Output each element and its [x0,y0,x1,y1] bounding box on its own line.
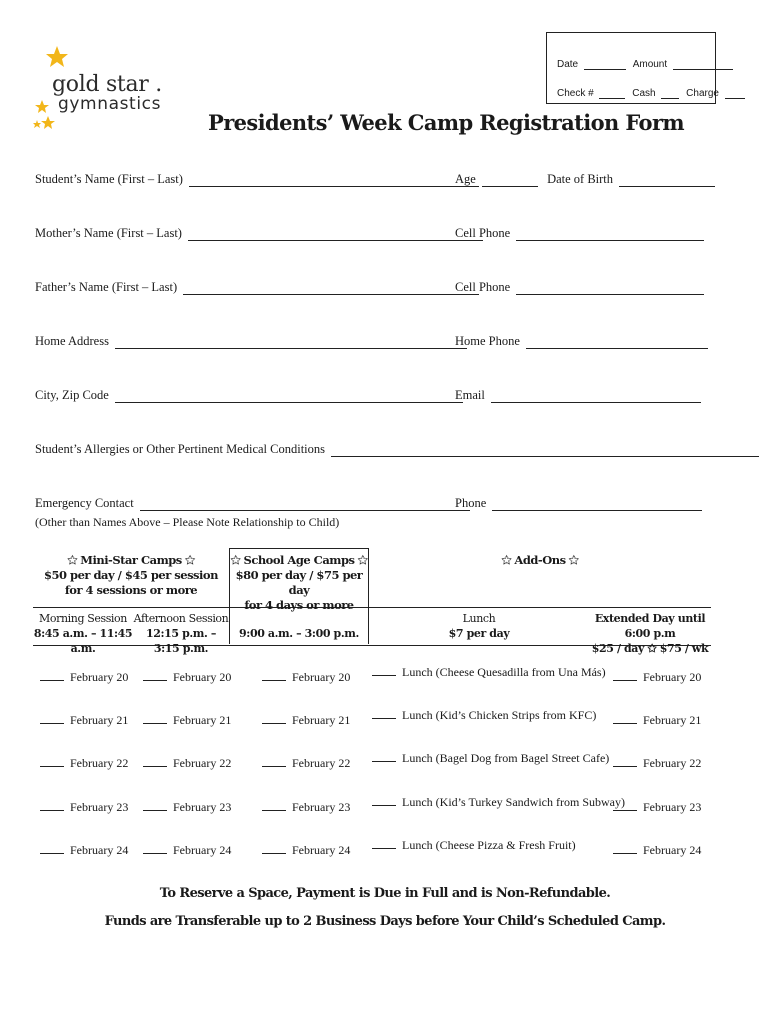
date-option [613,756,701,771]
date-option [40,756,128,771]
age-row [455,172,715,187]
father-cell-input[interactable] [516,282,704,295]
age-label: Age [455,172,476,186]
date-option [613,713,701,728]
date-checkbox-blank[interactable] [262,713,286,724]
transfer-notice: Funds are Transferable up to 2 Business Days before Your Child’s Scheduled Camp. [104,914,666,929]
date-option [143,713,231,728]
afternoon-session-name: Afternoon Session [133,612,229,625]
date-option [40,713,128,728]
charge-blank[interactable] [725,89,745,99]
date-blank[interactable] [584,60,626,70]
date-checkbox-blank[interactable] [40,843,64,854]
city-zip-input[interactable] [115,390,463,403]
check-label: Check # [557,88,594,99]
check-blank[interactable] [599,89,625,99]
student-name-row [35,172,479,187]
morning-session-time: 8:45 a.m. – 11:45 a.m. [33,627,133,655]
mini-star-note: for 4 sessions or more [64,583,198,597]
lunch-option [372,751,609,766]
dob-label: Date of Birth [547,172,614,186]
lunch-label: Lunch (Kid’s Turkey Sandwich from Subway) [402,795,625,809]
date-checkbox-blank[interactable] [143,800,167,811]
emergency-input[interactable] [140,498,470,511]
date-option [613,843,701,858]
date-checkbox-blank[interactable] [262,670,286,681]
home-address-input[interactable] [115,336,467,349]
payment-notice: To Reserve a Space, Payment is Due in Full and is Non-Refundable. [159,886,611,901]
office-use-box [546,32,719,104]
lunch-label: Lunch (Cheese Pizza & Fresh Fruit) [402,838,576,852]
date-checkbox-blank[interactable] [613,756,637,767]
date-label: Date [557,59,579,70]
emergency-phone-row [455,496,702,511]
amount-label: Amount [632,59,668,70]
school-age-time: 9:00 a.m. – 3:00 p.m. [239,627,359,640]
date-checkbox-blank[interactable] [613,843,637,854]
date-checkbox-blank[interactable] [143,670,167,681]
date-label: February 24 [173,843,232,857]
date-option [143,670,231,685]
lunch-checkbox-blank[interactable] [372,708,396,719]
date-label: February 20 [643,670,702,684]
date-checkbox-blank[interactable] [40,670,64,681]
home-phone-input[interactable] [526,336,708,349]
date-option [262,713,350,728]
father-cell-row [455,280,704,295]
lunch-label: Lunch (Cheese Quesadilla from Una Más) [402,665,606,679]
lunch-price: $7 per day [448,627,510,640]
lunch-option [372,795,625,810]
school-age-note: for 4 days or more [244,598,354,612]
date-label: February 22 [292,756,351,770]
lunch-option [372,708,596,723]
mother-name-input[interactable] [188,228,483,241]
date-checkbox-blank[interactable] [143,843,167,854]
mother-cell-input[interactable] [516,228,704,241]
date-checkbox-blank[interactable] [613,713,637,724]
date-option [262,800,350,815]
mother-name-label: Mother’s Name (First – Last) [35,226,182,240]
star-icon [46,46,68,67]
age-input[interactable] [482,174,538,187]
logo-wordmark-top: gold star . [52,72,162,97]
home-address-label: Home Address [35,334,109,348]
student-name-input[interactable] [189,174,479,187]
mini-star-title: ✩ Mini-Star Camps ✩ [67,553,195,567]
date-label: February 21 [292,713,351,727]
morning-session-header [33,611,133,656]
date-label: February 21 [643,713,702,727]
mother-cell-row [455,226,704,241]
mother-name-row [35,226,483,241]
extended-day-header [589,611,711,656]
father-name-input[interactable] [183,282,479,295]
email-label: Email [455,388,485,402]
date-option [613,800,701,815]
mini-star-header [33,553,229,598]
date-label: February 23 [292,800,351,814]
lunch-label: Lunch (Kid’s Chicken Strips from KFC) [402,708,597,722]
date-checkbox-blank[interactable] [262,800,286,811]
table-top-border [229,548,369,549]
mini-star-price: $50 per day / $45 per session [44,568,218,582]
date-checkbox-blank[interactable] [143,713,167,724]
date-checkbox-blank[interactable] [40,800,64,811]
date-option [40,843,128,858]
emergency-phone-input[interactable] [492,498,702,511]
afternoon-session-time: 12:15 p.m. – 3:15 p.m. [145,627,217,655]
cell-phone-label: Cell Phone [455,226,511,240]
afternoon-session-header [133,611,229,656]
logo-wordmark-bottom: gymnastics [58,94,162,114]
emergency-note: (Other than Names Above – Please Note Relationship to Child) [35,515,340,529]
date-option [262,843,350,858]
allergies-input[interactable] [331,444,759,457]
date-label: February 22 [70,756,129,770]
phone-label: Phone [455,496,487,510]
cash-blank[interactable] [661,89,679,99]
dob-input[interactable] [619,174,715,187]
form-title: Presidents’ Week Camp Registration Form [208,110,685,135]
lunch-checkbox-blank[interactable] [372,795,396,806]
date-option [143,800,231,815]
lunch-name: Lunch [462,612,496,625]
lunch-option [372,665,606,680]
date-checkbox-blank[interactable] [262,756,286,767]
lunch-option [372,838,576,853]
date-label: February 20 [173,670,232,684]
emergency-row [35,496,470,511]
date-label: February 20 [70,670,129,684]
email-row [455,388,701,403]
date-option [40,800,128,815]
allergies-label: Student’s Allergies or Other Pertinent Medical Conditions [35,442,326,456]
lunch-checkbox-blank[interactable] [372,751,396,762]
school-age-title: ✩ School Age Camps ✩ [230,553,368,567]
date-checkbox-blank[interactable] [613,670,637,681]
home-phone-row [455,334,708,349]
date-checkbox-blank[interactable] [40,713,64,724]
cell-phone-label: Cell Phone [455,280,511,294]
extended-day-name: Extended Day until 6:00 p.m [594,612,706,640]
home-phone-label: Home Phone [455,334,520,348]
lunch-checkbox-blank[interactable] [372,838,396,849]
date-option [143,756,231,771]
allergies-row [35,442,759,457]
city-zip-row [35,388,463,403]
date-label: February 20 [292,670,351,684]
date-option [143,843,231,858]
date-label: February 23 [173,800,232,814]
add-ons-title: ✩ Add-Ons ✩ [501,553,579,567]
date-checkbox-blank[interactable] [262,843,286,854]
lunch-checkbox-blank[interactable] [372,665,396,676]
date-label: February 23 [70,800,129,814]
date-option [262,670,350,685]
extended-day-price: $25 / day ✩ $75 / wk [591,642,709,655]
cash-label: Cash [632,88,656,99]
date-label: February 21 [173,713,232,727]
date-label: February 21 [70,713,129,727]
school-age-price: $80 per day / $75 per day [235,568,363,597]
date-label: February 22 [173,756,232,770]
add-ons-header [369,553,711,568]
morning-session-name: Morning Session [39,612,127,625]
date-label: February 24 [292,843,351,857]
father-name-label: Father’s Name (First – Last) [35,280,178,294]
star-icon [41,116,55,129]
table-header-rule [33,607,711,608]
amount-blank[interactable] [673,60,733,70]
date-label: February 24 [70,843,129,857]
lunch-header [369,611,589,641]
star-icon [35,100,49,113]
school-age-header [229,553,369,613]
charge-label: Charge [686,88,719,99]
date-option [262,756,350,771]
student-name-label: Student’s Name (First – Last) [35,172,183,186]
lunch-label: Lunch (Bagel Dog from Bagel Street Cafe) [402,751,610,765]
date-label: February 22 [643,756,702,770]
date-label: February 23 [643,800,702,814]
star-icon [33,120,41,128]
email-input[interactable] [491,390,701,403]
date-option [40,670,128,685]
city-zip-label: City, Zip Code [35,388,109,402]
home-address-row [35,334,467,349]
date-checkbox-blank[interactable] [40,756,64,767]
father-name-row [35,280,479,295]
date-label: February 24 [643,843,702,857]
date-option [613,670,701,685]
date-checkbox-blank[interactable] [143,756,167,767]
emergency-label: Emergency Contact [35,496,134,510]
